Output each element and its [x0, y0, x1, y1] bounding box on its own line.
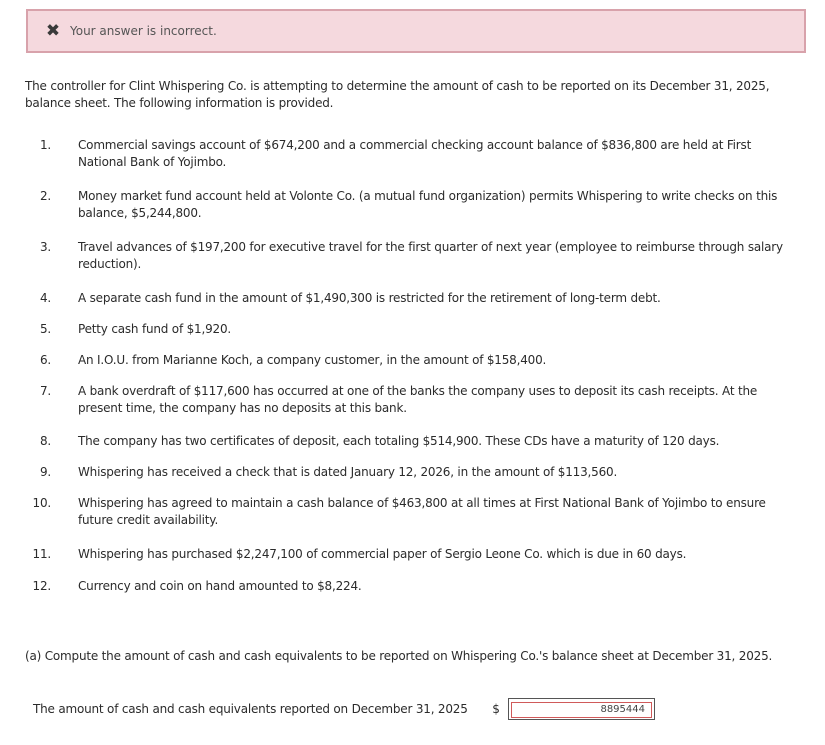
answer-input-frame: [508, 698, 655, 720]
item-number: 12.: [32, 579, 51, 593]
item-text: Whispering has agreed to maintain a cash balance of $463,800 at all times at First National Bank of Yojimbo to ensure future credit availability.: [78, 496, 766, 527]
item-text: Petty cash fund of $1,920.: [78, 322, 231, 336]
alert-message: Your answer is incorrect.: [70, 24, 217, 38]
currency-symbol: $: [492, 702, 500, 716]
item-text: Whispering has received a check that is dated January 12, 2026, in the amount of $113,560.: [78, 465, 618, 479]
item-number: 3.: [39, 240, 51, 254]
item-number: 11.: [32, 547, 51, 561]
item-number: 8.: [39, 434, 51, 448]
item-text: Whispering has purchased $2,247,100 of commercial paper of Sergio Leone Co. which is due in 60 days.: [78, 547, 687, 561]
item-text: The company has two certificates of deposit, each totaling $514,900. These CDs have a maturity of 120 days.: [78, 434, 720, 448]
list-item: [0, 137, 825, 188]
item-number: 1.: [39, 138, 51, 152]
item-text: A bank overdraft of $117,600 has occurred at one of the banks the company uses to deposit its cash receipts. At the present time, the company has no deposits at this bank.: [78, 384, 758, 415]
list-item: [0, 352, 825, 383]
list-item: [0, 495, 825, 546]
item-number: 4.: [39, 291, 51, 305]
list-item: [0, 578, 825, 609]
item-number: 6.: [39, 353, 51, 367]
list-item: [0, 433, 825, 464]
x-mark-icon: ✖: [45, 21, 61, 41]
problem-intro: The controller for Clint Whispering Co. is attempting to determine the amount of cash to be reported on its December 31, 2025, balance sheet. The following information is provided.: [25, 79, 770, 110]
list-item: [0, 321, 825, 352]
item-number: 9.: [39, 465, 51, 479]
item-text: Commercial savings account of $674,200 and a commercial checking account balance of $836,800 are held at First National Bank of Yojimbo.: [78, 138, 752, 169]
item-text: Currency and coin on hand amounted to $8,224.: [78, 579, 362, 593]
list-item: [0, 464, 825, 495]
item-text: An I.O.U. from Marianne Koch, a company customer, in the amount of $158,400.: [78, 353, 547, 367]
list-item: [0, 546, 825, 578]
list-item: [0, 188, 825, 239]
item-number: 2.: [39, 189, 51, 203]
item-text: A separate cash fund in the amount of $1,490,300 is restricted for the retirement of long-term debt.: [78, 291, 661, 305]
answer-label: The amount of cash and cash equivalents reported on December 31, 2025: [33, 702, 468, 716]
item-number: 10.: [32, 496, 51, 510]
item-text: Money market fund account held at Volonte Co. (a mutual fund organization) permits Whispering to write checks on this balance, $5,244,800.: [78, 189, 778, 220]
item-text: Travel advances of $197,200 for executive travel for the first quarter of next year (employee to reimburse through salary reduction).: [78, 240, 783, 271]
incorrect-answer-alert: [26, 9, 806, 53]
item-number: 5.: [39, 322, 51, 336]
question-text: (a) Compute the amount of cash and cash equivalents to be reported on Whispering Co.'s balance sheet at December 31, 2025.: [25, 649, 773, 663]
information-list: [0, 137, 825, 609]
list-item: [0, 290, 825, 321]
cash-equivalents-input[interactable]: [511, 702, 652, 718]
answer-row: [33, 698, 673, 720]
list-item: [0, 383, 825, 433]
list-item: [0, 239, 825, 290]
item-number: 7.: [39, 384, 51, 398]
